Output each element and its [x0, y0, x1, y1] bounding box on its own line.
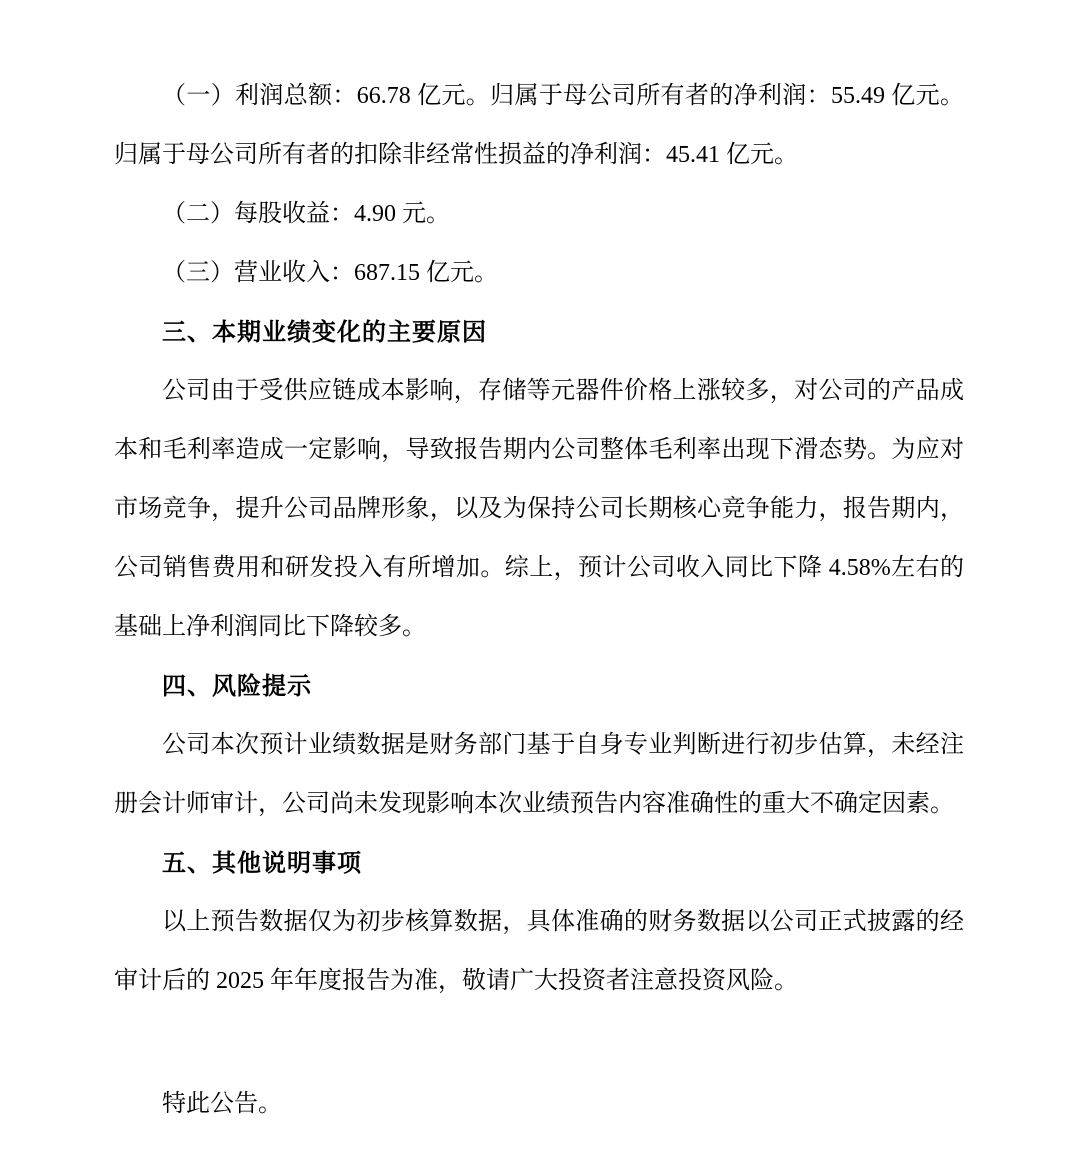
announcement-body — [114, 67, 964, 1134]
section-3-paragraph: 公司由于受供应链成本影响，存储等元器件价格上涨较多，对公司的产品成本和毛利率造成一定影响，导致报告期内公司整体毛利率出现下滑态势。为应对市场竞争，提升公司品牌形象，以及为保持公司长期核心竞争能力，报告期内，公司销售费用和研发投入有所增加。综上，预计公司收入同比下降 4.58%左右的基础上净利润同比下降较多。 — [114, 378, 964, 640]
section-4-heading: 四、风险提示 — [162, 672, 312, 700]
eps-paragraph: （二）每股收益：4.90 元。 — [162, 201, 450, 227]
section-5-paragraph: 以上预告数据仅为初步核算数据，具体准确的财务数据以公司正式披露的经审计后的 2025 年年度报告为准，敬请广大投资者注意投资风险。 — [114, 909, 964, 994]
section-4-paragraph: 公司本次预计业绩数据是财务部门基于自身专业判断进行初步估算，未经注册会计师审计，公司尚未发现影响本次业绩预告内容准确性的重大不确定因素。 — [114, 732, 964, 817]
section-3-heading: 三、本期业绩变化的主要原因 — [162, 318, 487, 346]
profit-figures-paragraph: （一）利润总额：66.78 亿元。归属于母公司所有者的净利润：55.49 亿元。归属于母公司所有者的扣除非经常性损益的净利润：45.41 亿元。 — [114, 83, 964, 168]
revenue-paragraph: （三）营业收入：687.15 亿元。 — [162, 260, 498, 286]
closing-statement: 特此公告。 — [162, 1091, 282, 1117]
section-5-heading: 五、其他说明事项 — [162, 849, 362, 877]
